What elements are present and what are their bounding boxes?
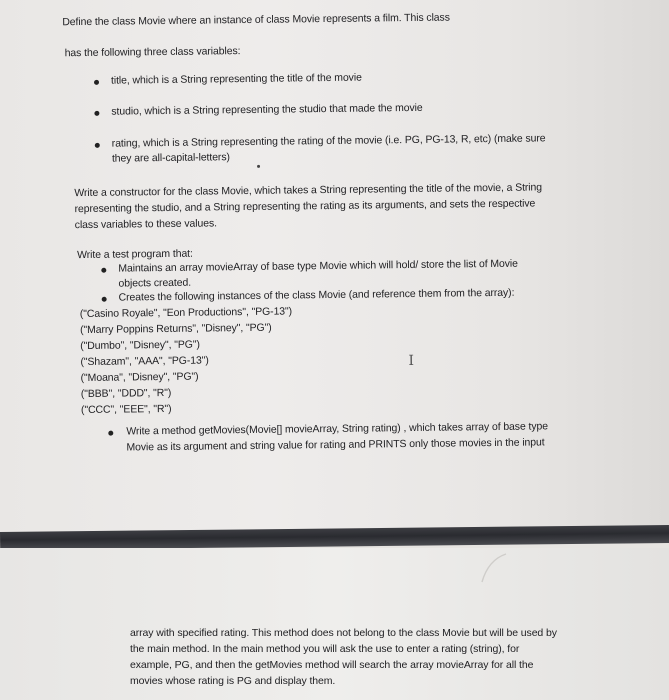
variable-rating-line-1: rating, which is a String representing the rating of the movie (i.e. PG, PG-13, R, etc) (make sure: [111, 132, 546, 150]
test-heading: Write a test program that:: [77, 247, 193, 262]
bullet-dot: [108, 431, 113, 436]
intro-line-1: Define the class Movie where an instance of class Movie represents a film. This class: [62, 11, 450, 29]
test-bullet-1-line-1: Maintains an array movieArray of base type Movie which will hold/ store the list of Movie: [118, 257, 518, 275]
instance-line: ("Dumbo", "Disney", "PG"): [80, 338, 200, 353]
constructor-line-3: class variables to these values.: [74, 217, 217, 232]
stray-mark: [257, 165, 260, 168]
instance-line: ("BBB", "DDD", "R"): [80, 386, 172, 401]
test-bullet-2: Creates the following instances of the class Movie (and reference them from the array):: [118, 286, 515, 304]
bullet-dot: [95, 143, 100, 148]
bullet-dot: [94, 111, 99, 116]
continued-line-3: example, PG, and then the getMovies method will search the array movieArray for all the: [130, 659, 534, 671]
bullet-dot: [94, 80, 99, 85]
intro-line-2: has the following three class variables:: [64, 45, 241, 60]
continued-line-2: the main method. In the main method you will ask the use to enter a rating (string), for: [130, 643, 520, 655]
document-page-2: [0, 548, 669, 700]
continued-line-4: movies whose rating is PG and display them.: [130, 675, 336, 687]
instance-line: ("Casino Royale", "Eon Productions", "PG-13"): [79, 305, 293, 321]
bullet-dot: [101, 268, 106, 273]
instance-line: ("CCC", "EEE", "R"): [80, 402, 172, 417]
method-line-1: Write a method getMovies(Movie[] movieArray, String rating) , which takes array of base type: [126, 420, 548, 438]
instance-line: ("Marry Poppins Returns", "Disney", "PG"): [79, 321, 272, 337]
instance-line: ("Shazam", "AAA", "PG-13"): [80, 354, 209, 369]
test-bullet-1-line-2: objects created.: [118, 276, 192, 290]
method-line-2: Movie as its argument and string value for rating and PRINTS only those movies in the input: [126, 436, 545, 454]
variable-rating-line-2: they are all-capital-letters): [111, 151, 230, 165]
constructor-line-1: Write a constructor for the class Movie, which takes a String representing the title of the movie, a String: [74, 181, 543, 200]
variable-studio: studio, which is a String representing the studio that made the movie: [111, 101, 423, 118]
stray-curve-mark: [470, 550, 510, 584]
instance-line: ("Moana", "Disney", "PG"): [80, 370, 199, 385]
bullet-dot: [102, 297, 107, 302]
constructor-line-2: representing the studio, and a String representing the rating as its arguments, and sets the respective: [74, 197, 536, 216]
variable-title: title, which is a String representing the title of the movie: [110, 71, 362, 87]
continued-line-1: array with specified rating. This method does not belong to the class Movie but will be used by: [130, 627, 557, 639]
text-cursor-icon: I: [408, 352, 415, 370]
